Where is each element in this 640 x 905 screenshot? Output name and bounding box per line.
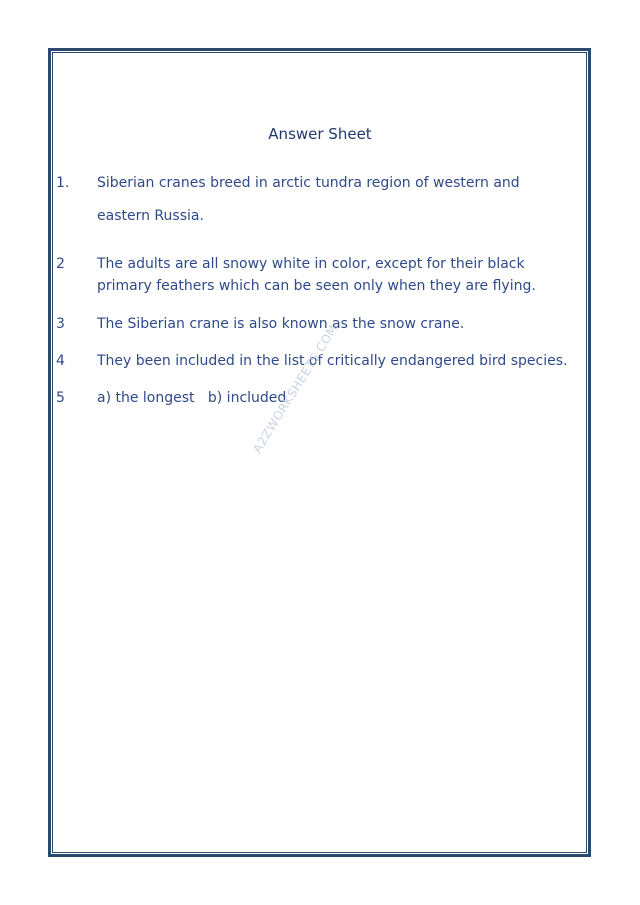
answer-text-line: The Siberian crane is also known as the snow crane.: [97, 316, 465, 332]
page-border-inner: [52, 52, 587, 853]
watermark: A2ZWORKSHEETS.COM: [250, 321, 341, 456]
answer-number: 4: [56, 353, 65, 369]
answer-number: 5: [56, 390, 65, 406]
answer-number: 1.: [56, 175, 70, 191]
answer-text-line: The adults are all snowy white in color, except for their black: [97, 256, 525, 272]
answer-number: 2: [56, 256, 65, 272]
answer-text-line: a) the longest b) included: [97, 390, 287, 406]
page-title: Answer Sheet: [268, 125, 372, 143]
answer-text-line: primary feathers which can be seen only when they are flying.: [97, 278, 536, 294]
answer-number: 3: [56, 316, 65, 332]
answer-text-line: eastern Russia.: [97, 208, 204, 224]
answer-text-line: They been included in the list of critically endangered bird species.: [97, 353, 568, 369]
answer-text-line: Siberian cranes breed in arctic tundra region of western and: [97, 175, 520, 191]
